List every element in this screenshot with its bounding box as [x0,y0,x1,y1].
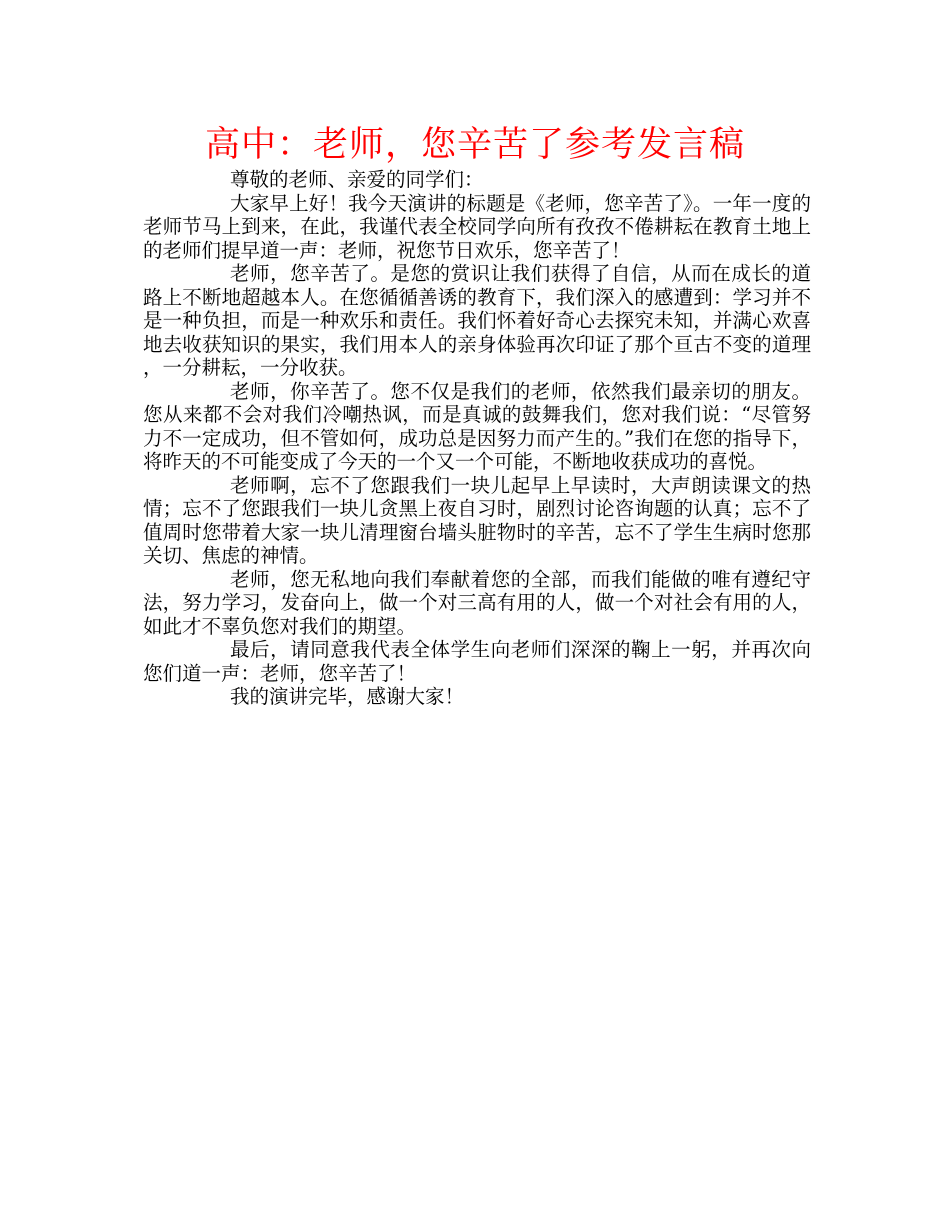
body-paragraph: 老师啊，忘不了您跟我们一块儿起早上早读时，大声朗读课文的热情；忘不了您跟我们一块儿贪黑上夜自习时，剧烈讨论咨询题的认真；忘不了值周时您带着大家一块儿清理窗台墙头脏物时的辛苦，忘不了学生生病时您那关切、焦虑的神情。 [143,473,811,567]
closing-paragraph: 最后，请同意我代表全体学生向老师们深深的鞠上一躬，并再次向您们道一声：老师，您辛苦了！ [143,638,811,685]
body-paragraph: 老师，你辛苦了。您不仅是我们的老师，依然我们最亲切的朋友。您从来都不会对我们冷嘲热讽，而是真诚的鼓舞我们，您对我们说：“尽管努力不一定成功，但不管如何，成功总是因努力而产生的。”我们在您的指导下，将昨天的不可能变成了今天的一个又一个可能，不断地收获成功的喜悦。 [143,379,811,473]
body-paragraph: 老师，您无私地向我们奉献着您的全部，而我们能做的唯有遵纪守法，努力学习，发奋向上，做一个对三高有用的人，做一个对社会有用的人，如此才不辜负您对我们的期望。 [143,567,811,638]
salutation-paragraph: 尊敬的老师、亲爱的同学们： [230,168,484,191]
ending-paragraph: 我的演讲完毕，感谢大家！ [230,685,465,708]
body-paragraph: 老师，您辛苦了。是您的赏识让我们获得了自信，从而在成长的道路上不断地超越本人。在您循循善诱的教育下，我们深入的感遭到：学习并不是一种负担，而是一种欢乐和责任。我们怀着好奇心去探究未知，并满心欢喜地去收获知识的果实，我们用本人的亲身体验再次印证了那个亘古不变的道理，一分耕耘，一分收获。 [143,262,811,379]
document-body [143,168,811,709]
greeting-paragraph: 大家早上好！我今天演讲的标题是《老师，您辛苦了》。一年一度的老师节马上到来，在此，我谨代表全校同学向所有孜孜不倦耕耘在教育土地上的老师们提早道一声：老师，祝您节日欢乐，您辛苦了！ [143,191,811,262]
document-title: 高中：老师，您辛苦了参考发言稿 [204,125,745,165]
